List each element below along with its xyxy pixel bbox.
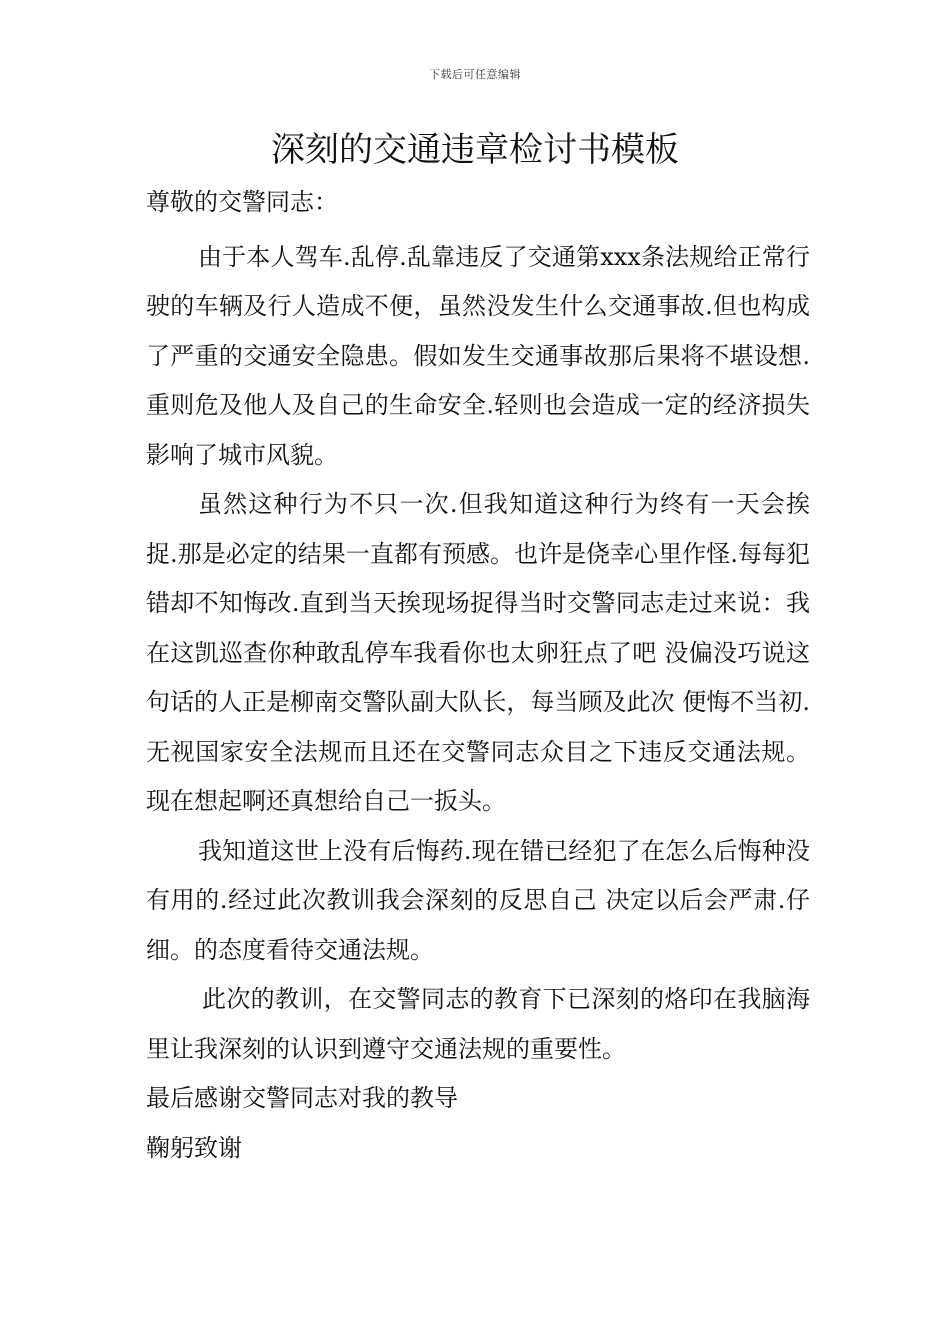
letter-body <box>146 178 810 1173</box>
header-note: 下载后可任意编辑 <box>429 68 521 81</box>
page-title: 深刻的交通违章检讨书模板 <box>271 130 679 170</box>
paragraph-2: 虽然这种行为不只一次.但我知道这种行为终有一天会挨捉.那是必定的结果一直都有预感。也许是侥幸心里作怪.每每犯错却不知悔改.直到当天挨现场捉得当时交警同志走过来说：我在这凯巡查你种敢乱停车我看你也太卵狂点了吧 没偏没巧说这句话的人正是柳南交警队副大队长，每当顾及此次 便悔不当初.无视国家安全法规而且还在交警同志众目之下违反交通法规。现在想起啊还真想给自己一扳头。 <box>146 490 810 815</box>
paragraph-4: 此次的教训，在交警同志的教育下已深刻的烙印在我脑海里让我深刻的认识到遵守交通法规的重要性。 <box>146 985 810 1063</box>
signoff-line: 鞠躬致谢 <box>146 1133 242 1162</box>
salutation: 尊敬的交警同志： <box>146 188 338 216</box>
closing-line: 最后感谢交警同志对我的教导 <box>146 1084 458 1112</box>
paragraph-3: 我知道这世上没有后悔药.现在错已经犯了在怎么后悔种没有用的.经过此次教训我会深刻的反思自己 决定以后会严肃.仔细。的态度看待交通法规。 <box>146 836 810 964</box>
paragraph-1: 由于本人驾车.乱停.乱靠违反了交通第xxx条法规给正常行驶的车辆及行人造成不便，虽然没发生什么交通事故.但也构成了严重的交通安全隐患。假如发生交通事故那后果将不堪设想.重则危及他人及自己的生命安全.轻则也会造成一定的经济损失影响了城市风貌。 <box>146 242 810 469</box>
